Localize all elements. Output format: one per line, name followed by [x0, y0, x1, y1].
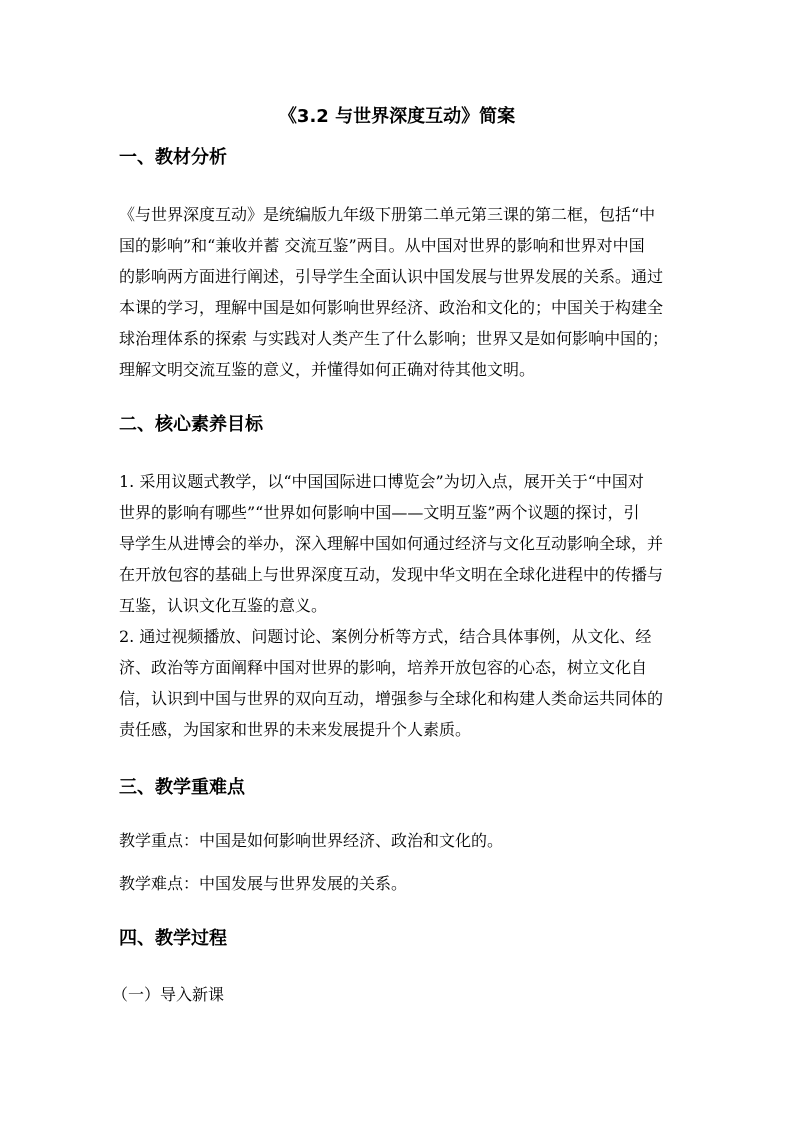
paragraph-line: 球治理体系的探索 与实践对人类产生了什么影响；世界又是如何影响中国的；: [119, 329, 669, 348]
paragraph-line: 的影响两方面进行阐述，引导学生全面认识中国发展与世界发展的关系。通过: [119, 267, 664, 286]
paragraph-line: 导学生从进博会的举办，深入理解中国如何通过经济与文化互动影响全球，并: [119, 534, 664, 553]
section-heading-key-difficult-points: 三、教学重难点: [119, 777, 245, 798]
paragraph-line: 理解文明交流互鉴的意义，并懂得如何正确对待其他文明。: [119, 360, 536, 379]
paragraph-line: 济、政治等方面阐释中国对世界的影响，培养开放包容的心态，树立文化自: [119, 658, 648, 677]
paragraph-line: 互鉴，认识文化互鉴的意义。: [119, 596, 328, 615]
paragraph-line: 本课的学习，理解中国是如何影响世界经济、政治和文化的；中国关于构建全: [119, 298, 664, 317]
key-point-text: 教学重点：中国是如何影响世界经济、政治和文化的。: [119, 831, 504, 850]
paragraph-line: 责任感，为国家和世界的未来发展提升个人素质。: [119, 720, 472, 739]
section-heading-textbook-analysis: 一、教材分析: [119, 147, 227, 168]
section-heading-core-competency-goals: 二、核心素养目标: [119, 414, 263, 435]
paragraph-line: 1. 采用议题式教学，以“中国国际进口博览会”为切入点，展开关于“中国对: [119, 472, 644, 491]
difficult-point-text: 教学难点：中国发展与世界发展的关系。: [119, 874, 408, 893]
document-title: 《3.2 与世界深度互动》简案: [278, 106, 516, 127]
subsection-intro-new-lesson: （一）导入新课: [112, 985, 225, 1004]
paragraph-textbook-analysis: [119, 199, 679, 385]
paragraph-line: 信，认识到中国与世界的双向互动，增强参与全球化和构建人类命运共同体的: [119, 689, 664, 708]
paragraph-line: 2. 通过视频播放、问题讨论、案例分析等方式，结合具体事例，从文化、经: [119, 627, 652, 646]
paragraph-core-competency-goals: [119, 466, 679, 745]
paragraph-line: 世界的影响有哪些”“世界如何影响中国——文明互鉴”两个议题的探讨，引: [119, 503, 640, 522]
paragraph-line: 在开放包容的基础上与世界深度互动，发现中华文明在全球化进程中的传播与: [119, 565, 664, 584]
paragraph-line: 国的影响”和“兼收并蓄 交流互鉴”两目。从中国对世界的影响和世界对中国: [119, 236, 645, 255]
section-heading-teaching-process: 四、教学过程: [119, 928, 227, 949]
paragraph-line: 《与世界深度互动》是统编版九年级下册第二单元第三课的第二框，包括“中: [119, 205, 656, 224]
